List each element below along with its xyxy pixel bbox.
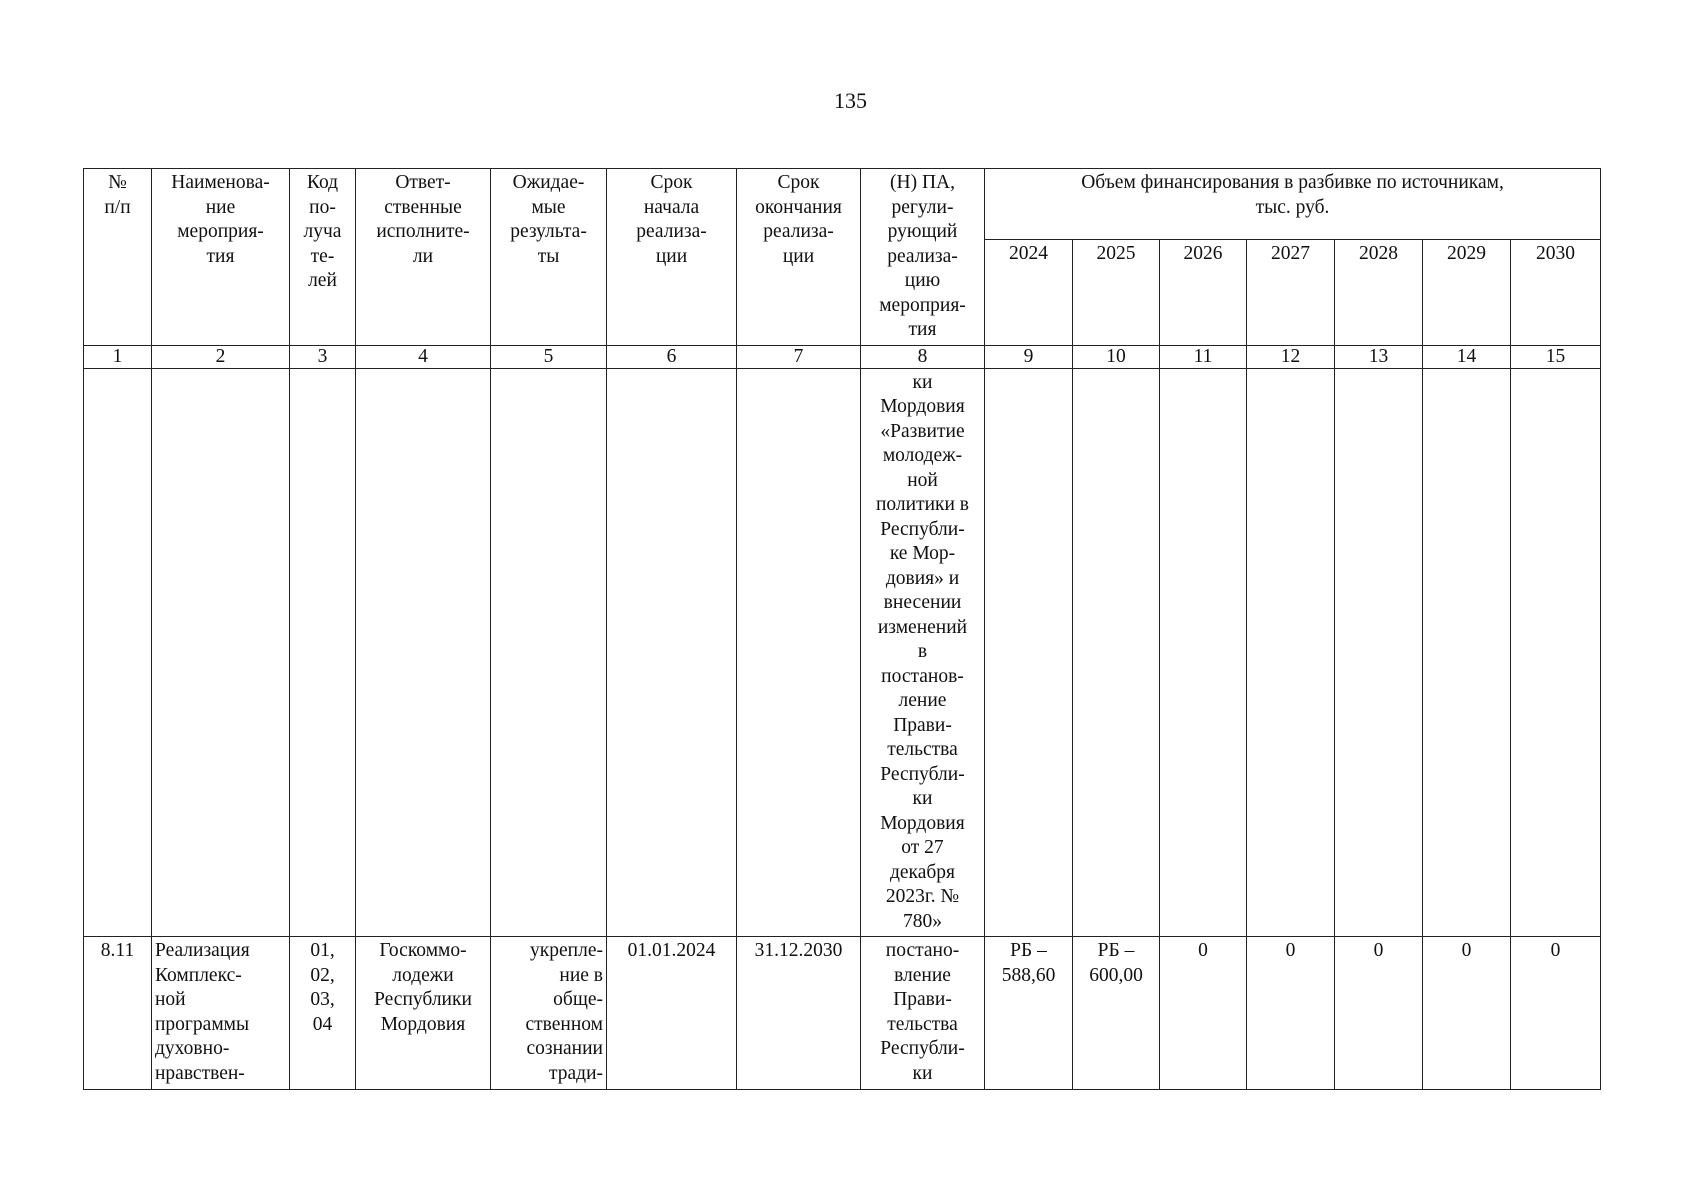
measure-name: Реализация Комплекс- ной программы духовно- нравствен- [152, 937, 290, 1090]
table-row-8-11 [84, 937, 1601, 1090]
empty-cell [1160, 368, 1247, 937]
header-year-2028: 2028 [1335, 240, 1423, 346]
regulating-act: постано- вление Прави- тельства Республи- ки [861, 937, 985, 1090]
empty-cell [152, 368, 290, 937]
empty-cell [1073, 368, 1160, 937]
empty-cell [1423, 368, 1511, 937]
header-funding: Объем финансирования в разбивке по источникам, тыс. руб. [985, 169, 1601, 240]
header-results: Ожидае- мые результа- ты [491, 169, 607, 346]
column-number: 3 [290, 345, 356, 368]
empty-cell [737, 368, 861, 937]
column-number: 10 [1073, 345, 1160, 368]
header-year-2025: 2025 [1073, 240, 1160, 346]
empty-cell [1247, 368, 1335, 937]
column-number: 11 [1160, 345, 1247, 368]
column-number: 14 [1423, 345, 1511, 368]
funding-2024: РБ – 588,60 [985, 937, 1073, 1090]
column-number-row [84, 345, 1601, 368]
funding-2029: 0 [1423, 937, 1511, 1090]
start-date: 01.01.2024 [607, 937, 737, 1090]
funding-2028: 0 [1335, 937, 1423, 1090]
column-number: 5 [491, 345, 607, 368]
column-number: 8 [861, 345, 985, 368]
header-act: (Н) ПА, регули- рующий реализа- цию мероприя- тия [861, 169, 985, 346]
empty-cell [1511, 368, 1601, 937]
header-year-2030: 2030 [1511, 240, 1601, 346]
funding-2025: РБ – 600,00 [1073, 937, 1160, 1090]
header-year-2027: 2027 [1247, 240, 1335, 346]
column-number: 4 [356, 345, 491, 368]
header-codes: Код по- луча те- лей [290, 169, 356, 346]
empty-cell [1335, 368, 1423, 937]
column-number: 1 [84, 345, 152, 368]
column-number: 6 [607, 345, 737, 368]
empty-cell [356, 368, 491, 937]
header-year-2026: 2026 [1160, 240, 1247, 346]
header-num: № п/п [84, 169, 152, 346]
header-executors: Ответ- ственные исполните- ли [356, 169, 491, 346]
empty-cell [84, 368, 152, 937]
column-number: 13 [1335, 345, 1423, 368]
column-number: 9 [985, 345, 1073, 368]
header-year-2024: 2024 [985, 240, 1073, 346]
header-year-2029: 2029 [1423, 240, 1511, 346]
responsible-executor: Госкоммо- лодежи Республики Мордовия [356, 937, 491, 1090]
header-row-1 [84, 169, 1601, 240]
column-number: 7 [737, 345, 861, 368]
funding-2030: 0 [1511, 937, 1601, 1090]
empty-cell [290, 368, 356, 937]
empty-cell [491, 368, 607, 937]
column-number: 12 [1247, 345, 1335, 368]
continuation-row [84, 368, 1601, 937]
empty-cell [607, 368, 737, 937]
continuation-act-text: ки Мордовия «Развитие молодеж- ной политики в Республи- ке Мор- довия» и внесении изменений в постанов- ление Прави- тельства Республи- ки Мордовия от 27 декабря 2023г. № 780» [861, 368, 985, 937]
expected-result: укрепле- ние в обще- ственном сознании тради- [491, 937, 607, 1090]
recipient-codes: 01, 02, 03, 04 [290, 937, 356, 1090]
measures-table [83, 168, 1601, 1090]
column-number: 15 [1511, 345, 1601, 368]
column-number: 2 [152, 345, 290, 368]
row-number: 8.11 [84, 937, 152, 1090]
header-name: Наименова- ние мероприя- тия [152, 169, 290, 346]
empty-cell [985, 368, 1073, 937]
funding-2027: 0 [1247, 937, 1335, 1090]
funding-2026: 0 [1160, 937, 1247, 1090]
header-start: Срок начала реализа- ции [607, 169, 737, 346]
header-end: Срок окончания реализа- ции [737, 169, 861, 346]
page-number: 135 [834, 88, 867, 113]
end-date: 31.12.2030 [737, 937, 861, 1090]
